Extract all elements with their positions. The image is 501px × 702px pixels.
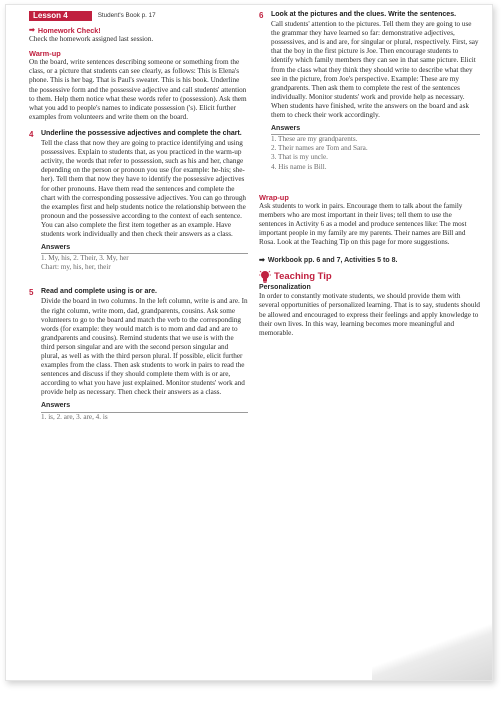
lesson-label: Lesson 4: [29, 11, 92, 21]
right-arrow-icon: ➡: [29, 27, 35, 34]
activity-5: [29, 288, 248, 297]
activity-5-text: Divide the board in two columns. In the left column, write is and are. In the right column, write mom, dad, grandparents, cousins. Ask some volunteers to go to the board and match the verb to the corresponding words (for example: they would match is to mom and dad and are to grandparents and cousins). Remind students that we use is with the third person singular and are with the second person singular and plural, as well as with the third person plural. If possible, elicit further examples from the class. Then ask students to work in pairs to read the sentences and discuss if they should complete them with is or are, according to what you have just explained. Monitor students' work and provide help as necessary. Then check their answers as a class.: [41, 297, 248, 397]
answer-line: 4. His name is Bill.: [271, 162, 327, 171]
activity-6-answers-label: Answers: [271, 124, 480, 135]
lesson-header: [29, 11, 248, 21]
workbook-text: Workbook pp. 6 and 7, Activities 5 to 8.: [267, 257, 398, 265]
homework-heading: [29, 26, 248, 35]
activity-4-number: 4: [29, 129, 34, 139]
wrapup-title: Wrap-up: [259, 192, 289, 202]
activity-5-body: [41, 297, 248, 421]
activity-4-answers-label: Answers: [41, 243, 248, 254]
teaching-tip-subtitle: Personalization: [259, 284, 311, 292]
answer-line: Chart: my, his, her, their: [41, 263, 111, 272]
warmup-title: Warm-up: [29, 49, 61, 59]
activity-6-number: 6: [259, 11, 264, 20]
book-reference: Student's Book p. 17: [97, 12, 156, 20]
wrapup-text: Ask students to work in pairs. Encourage them to talk about the family members who are most important in their lives; tell them to use the sentences in Activity 6 as a model and produce sentences like: The most important people in my family are my parents. Their names are Bill and Rosa. Look at the Teaching Tip on this page for more suggestions.: [259, 201, 467, 247]
teaching-tip-text: In order to constantly motivate students, we should provide them with several opportunities of personalized learning. That is to say, students should be allowed and encouraged to express their feelings and apply knowledge to their own lives. In this way, learning becomes more meaningful and memorable.: [259, 292, 480, 337]
teaching-tip-heading: [259, 270, 480, 283]
activity-4-title: Underline the possessive adjectives and complete the chart.: [41, 129, 242, 137]
answer-line: 2. Their names are Tom and Sara.: [271, 144, 368, 153]
activity-4-body: [41, 139, 248, 272]
right-arrow-icon: ➡: [259, 257, 265, 265]
activity-6-body: [271, 20, 480, 172]
activity-6: [259, 11, 480, 20]
activity-4-text: Tell the class that now they are going to practice identifying and using possessives. Explain to students that, as you practiced in the warm-up activity, the words that refer to possession, such as his and her, change depending on the person or pronoun you use (for example: he-his; she-her). Tell them that now they have to identify the possessive adjectives for other pronouns. Have them read the sentences and complete the chart with the corresponding possessive adjectives. You can go through the examples first and help students notice the relationship between the pronoun and the possessive according to the context of each sentence. You can also complete the first item together as an example. Have students work individually and then check their answers as a class.: [41, 139, 247, 238]
answer-line: 1. is, 2. are, 3. are, 4. is: [41, 412, 108, 421]
activity-5-number: 5: [29, 288, 34, 298]
activity-6-title: Look at the pictures and the clues. Write the sentences.: [271, 11, 457, 18]
workbook-reference: [259, 256, 480, 265]
activity-5-title: Read and complete using is or are.: [41, 288, 157, 296]
homework-text: Check the homework assigned last session.: [29, 35, 154, 44]
activity-4: [29, 130, 248, 139]
teaching-tip-title: Teaching Tip: [274, 271, 332, 283]
left-column: [29, 11, 248, 422]
activity-6-text: Call students' attention to the pictures. Tell them they are going to use the grammar they have learned so far: demonstrative adjectives, possessives, and is and are, for singular or plural, respectively. First, say that the boy in the first picture is Joe. Then encourage students to identify which family members they can see in that same picture. Elicit from the class what they think they should write to describe what they see in the picture, from Joe's perspective. Example: These are my grandparents. Then ask them to complete the rest of the sentences individually. Monitor students' work and provide help as necessary. When students have finished, write the answers on the board and ask them to check their work accordingly.: [271, 20, 479, 120]
answer-line: 3. That is my uncle.: [271, 153, 328, 162]
lightbulb-icon: [259, 270, 271, 283]
activity-5-answers-label: Answers: [41, 401, 248, 412]
document-page: [5, 4, 493, 681]
page-curl: [372, 620, 492, 680]
homework-title: Homework Check!: [37, 26, 101, 35]
answer-line: 1. My, his, 2. Their, 3. My, her: [41, 254, 129, 263]
warmup-text: On the board, write sentences describing someone or something from the class, or a picture that students can see clearly, as follows: This is Elena's phone. This is her bag. That is Paul's sweater. This is his book. Underline the possessive form and the possessive adjective and call students' attention to them. Help them notice what these words refer to (possession). Ask them what you add to people's names to indicate possession ('s). Elicit further examples from volunteers and write them on the board.: [29, 58, 247, 121]
answer-line: 1. These are my grandparents.: [271, 135, 358, 144]
right-column: [259, 11, 480, 338]
